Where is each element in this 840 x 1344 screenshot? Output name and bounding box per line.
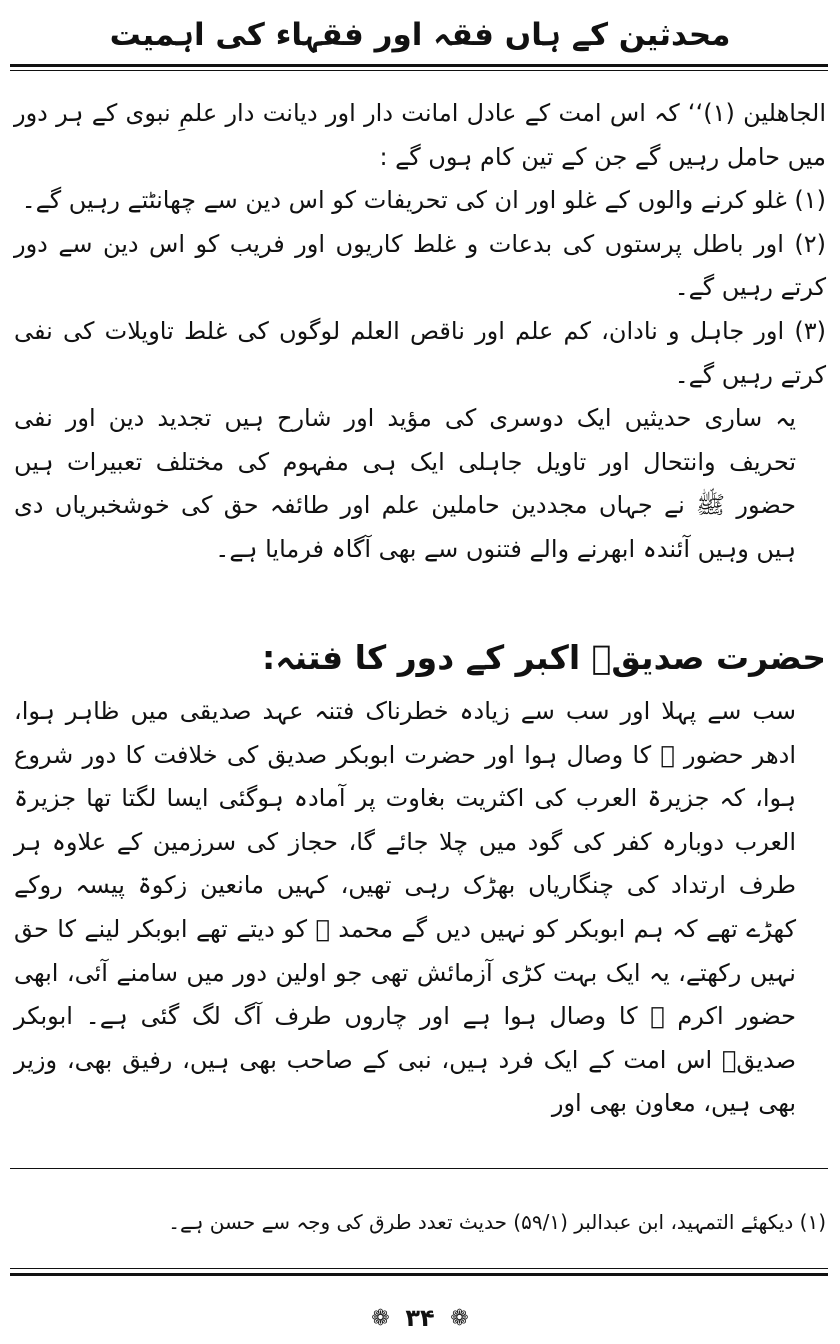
page-number-area — [0, 1300, 840, 1337]
page-number: ۳۴ — [405, 1304, 435, 1332]
running-header-title: محدثین کے ہاں فقہ اور فقہاء کی اہمیت — [109, 17, 731, 53]
footer-rule-thin — [10, 1268, 828, 1269]
section-paragraph: سب سے پہلا اور سب سے زیادہ خطرناک فتنہ عہد صدیقی میں ظاہر ہوا، ادھر حضور ﷺ کا وصال ہوا اور حضرت ابوبکر صدیق کی خلافت کا دور شروع ہوا، کہ جزیرۃ العرب کی اکثریت بغاوت پر آمادہ ہوگئی ایسا لگتا تھا جزیرۃ العرب دوبارہ کفر کی گود میں چلا جائے گا، حجاز کی سرزمین کے علاوہ ہر طرف ارتداد کی چنگاریاں بھڑک رہی تھیں، کہیں مانعین زکوۃ پیسہ روکے کھڑے تھے کہ ہم ابوبکر کو نہیں دیں گے محمد ﷺ کو دیتے تھے ابوبکر لینے کا حق نہیں رکھتے، یہ ایک بہت کڑی آزمائش تھی جو اولین دور میں سامنے آئی، ابھی حضور اکرم ﷺ کا وصال ہوا ہے اور چاروں طرف آگ لگ گئی ہے۔ ابوبکر صدیقؓ اس امت کے ایک فرد ہیں، نبی کے صاحب بھی ہیں، رفیق بھی، وزیر بھی ہیں، معاون بھی اور — [14, 697, 796, 1118]
header-rule-thin — [10, 70, 828, 71]
footnote-separator — [10, 1168, 828, 1169]
footnote: (۱) دیکھئے التمہید، ابن عبدالبر (۵۹/۱) حدیث تعدد طرق کی وجہ سے حسن ہے۔ — [168, 1210, 826, 1234]
point-3: (۳) اور جاہل و نادان، کم علم اور ناقص العلم لوگوں کی غلط تاویلات کی نفی کرتے رہیں گے۔ — [14, 316, 826, 389]
section-text-block — [14, 690, 826, 1126]
section-heading: حضرت صدیقؓ اکبر کے دور کا فتنہ: — [262, 638, 826, 677]
intro-paragraph: الجاھلین (۱)‘‘ کہ اس امت کے عادل امانت دار اور دیانت دار علمِ نبوی کے ہر دور میں حامل رہیں گے جن کے تین کام ہوں گے : — [14, 99, 827, 171]
main-text-block — [14, 92, 826, 572]
header-rule-thick — [10, 64, 828, 67]
ornament-left-icon: ❁ — [371, 1306, 390, 1331]
footer-rule-thick — [10, 1273, 828, 1276]
ornament-right-icon: ❁ — [450, 1306, 469, 1331]
summary-paragraph: یہ ساری حدیثیں ایک دوسری کی مؤید اور شارح ہیں تجدید دین اور نفی تحریف وانتحال اور تاویل جاہلی ایک ہی مفہوم کی مختلف تعبیرات ہیں حضور ﷺ نے جہاں مجددین حاملین علم اور طائفہ حق کی خوشخبریاں دی ہیں وہیں آئندہ ابھرنے والے فتنوں سے بھی آگاہ فرمایا ہے۔ — [14, 404, 796, 563]
point-1: (۱) غلو کرنے والوں کے غلو اور ان کی تحریفات کو اس دین سے چھانٹتے رہیں گے۔ — [21, 186, 826, 215]
point-2: (۲) اور باطل پرستوں کی بدعات و غلط کاریوں اور فریب کو اس دین سے دور کرتے رہیں گے۔ — [14, 229, 826, 302]
